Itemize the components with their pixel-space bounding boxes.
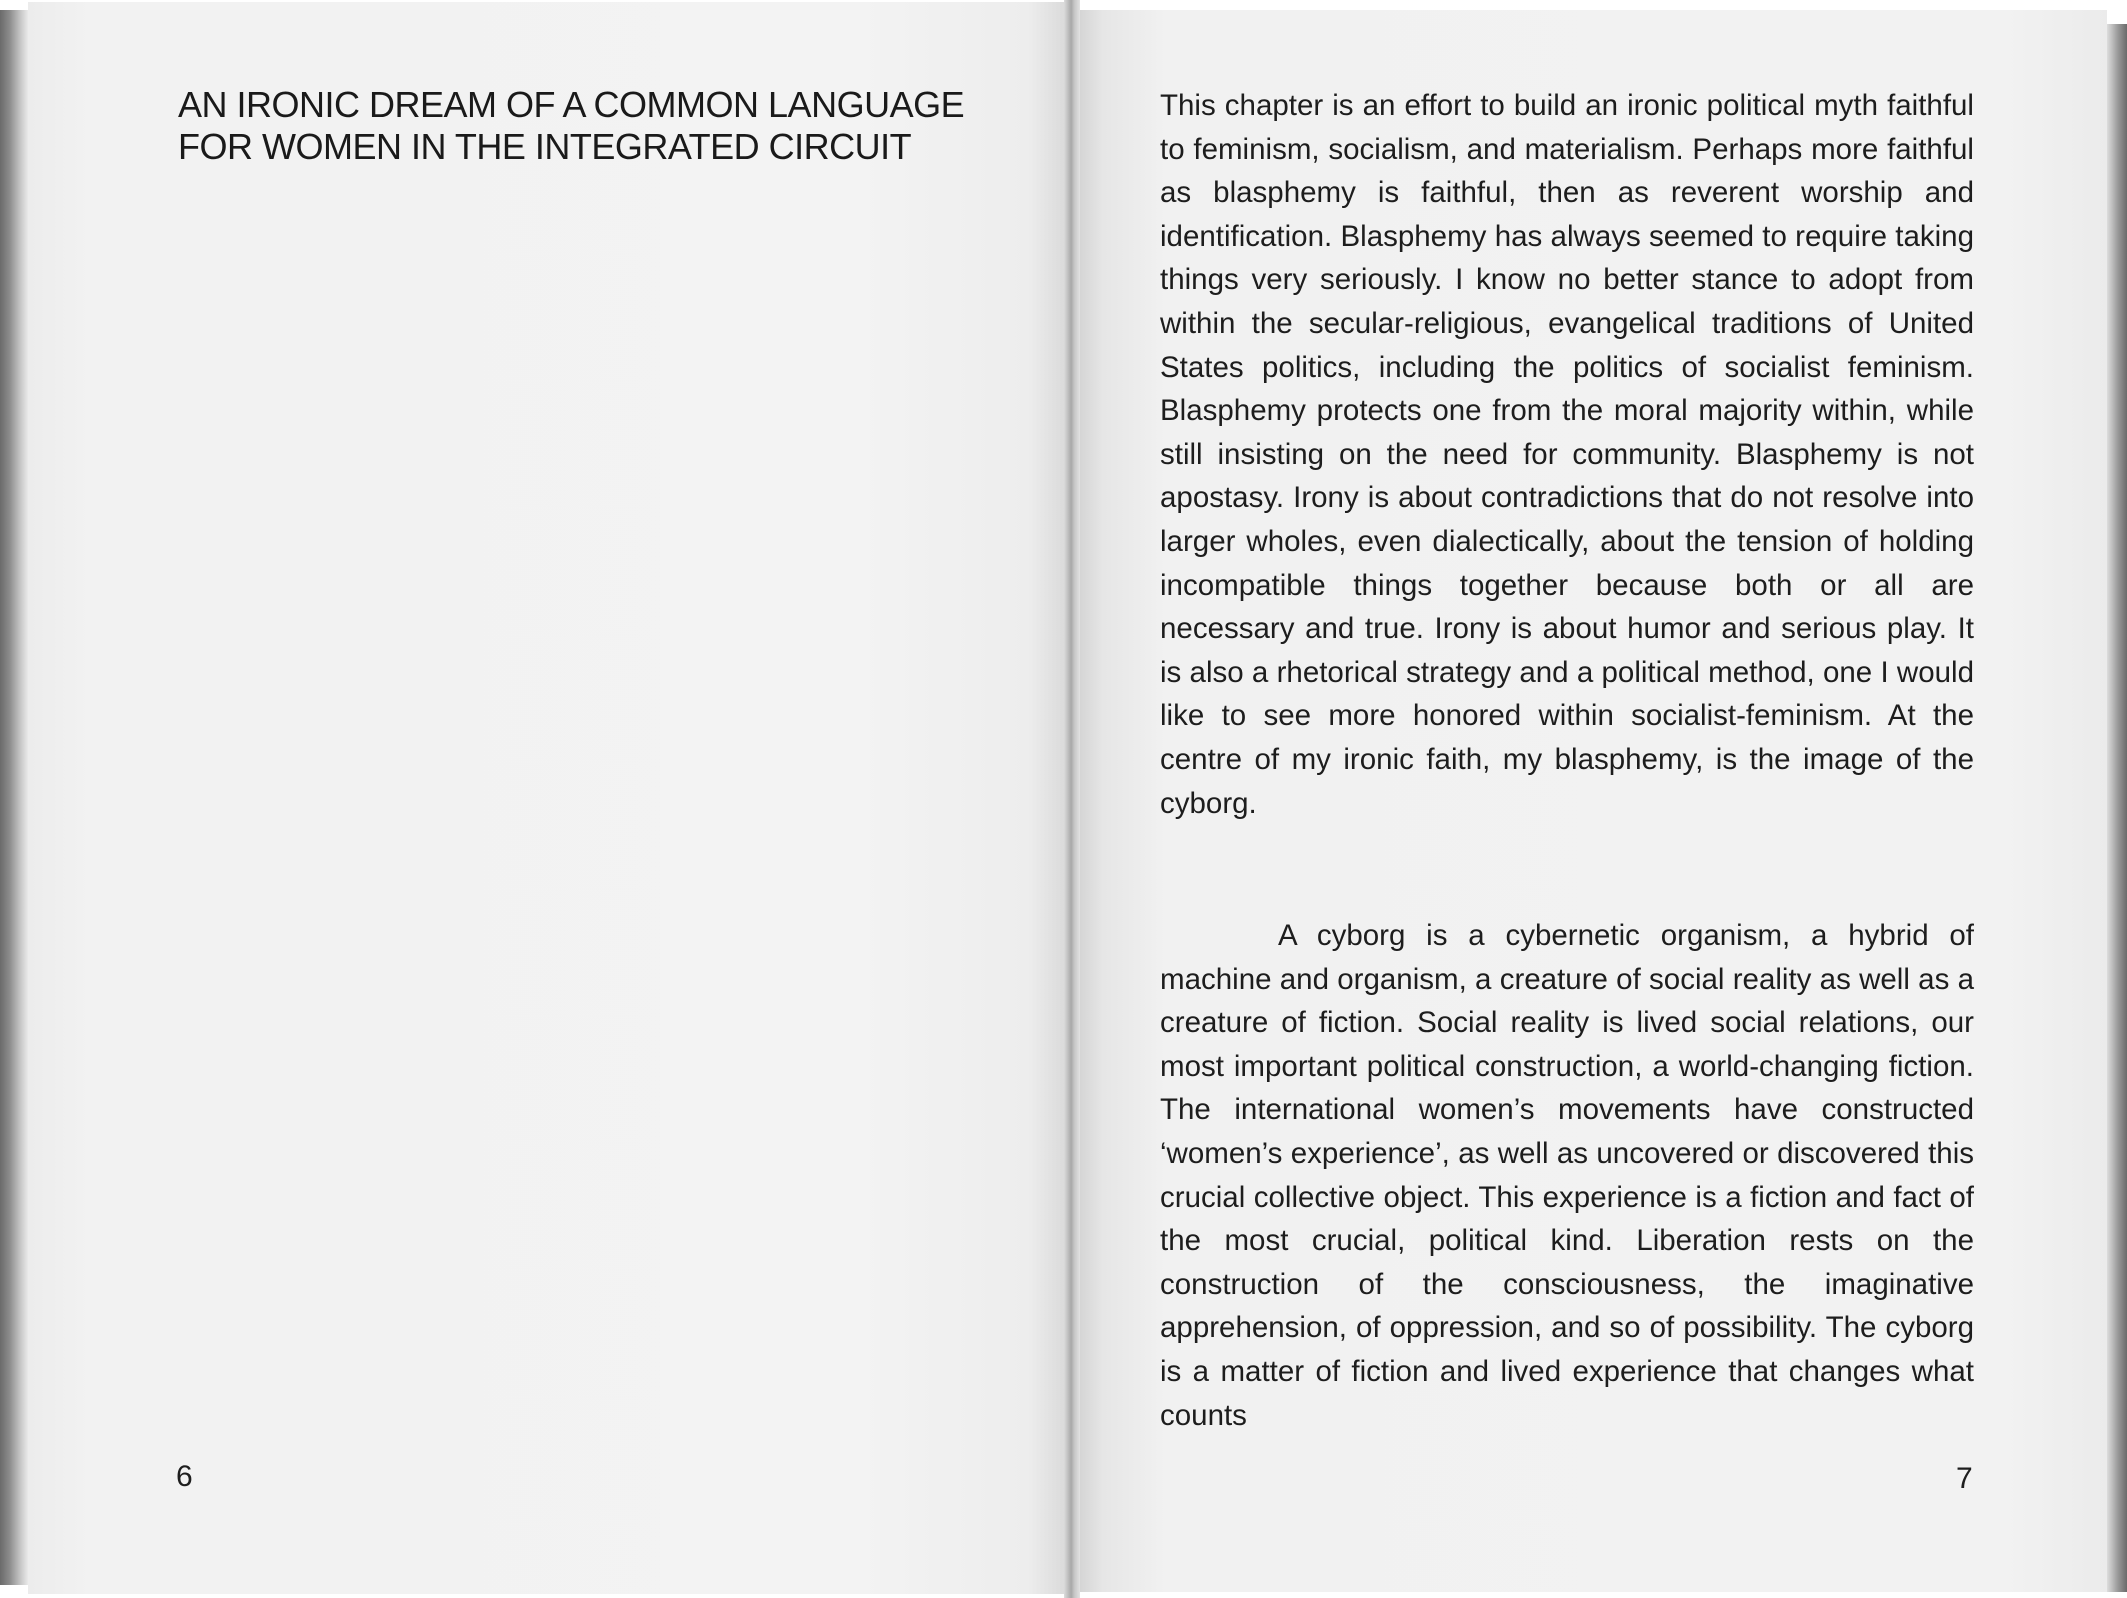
book-edge-right: [2104, 24, 2127, 1592]
body-paragraph-2: A cyborg is a cybernetic organism, a hybrid of machine and organism, a creature of social reality as well as a creature of fiction. Social reality is lived social relations, our most important political construction, a world-changing fiction. The international women’s movements have constructed ‘women’s experience’, as well as uncovered or discovered this crucial collective object. This experience is a fiction and fact of the most crucial, political kind. Liberation rests on the construction of the consciousness, the imaginative apprehension, of oppression, and so of possibility. The cyborg is a matter of fiction and lived experience that changes what counts: [1160, 919, 1974, 1432]
chapter-title-line-1: AN IRONIC DREAM OF A COMMON LANGUAGE: [178, 84, 965, 125]
chapter-title-line-2: FOR WOMEN IN THE INTEGRATED CIRCUIT: [178, 126, 912, 167]
chapter-title: [178, 84, 1018, 168]
left-page: [28, 2, 1070, 1594]
body-paragraph-1: This chapter is an effort to build an ironic political myth faithful to feminism, socialism, and materialism. Perhaps more faithful as blasphemy is faithful, then as reverent worship and identification. Blasphemy has always seemed to require taking things very seriously. I know no better stance to adopt from within the secular-religious, evangelical traditions of United States politics, including the politics of socialist feminism. Blasphemy protects one from the moral majority within, while still insisting on the need for community. Blasphemy is not apostasy. Irony is about contradictions that do not resolve into larger wholes, even dialectically, about the tension of holding incompatible things together because both or all are necessary and true. Irony is about humor and serious play. It is also a rhetorical strategy and a political method, one I would like to see more honored within socialist-feminism. At the centre of my ironic faith, my blasphemy, is the image of the cyborg.: [1160, 89, 1974, 820]
page-number-left: 6: [176, 1460, 193, 1493]
book-gutter: [1064, 0, 1080, 1598]
page-number-right: 7: [1956, 1462, 1973, 1495]
book-edge-left: [0, 10, 28, 1585]
